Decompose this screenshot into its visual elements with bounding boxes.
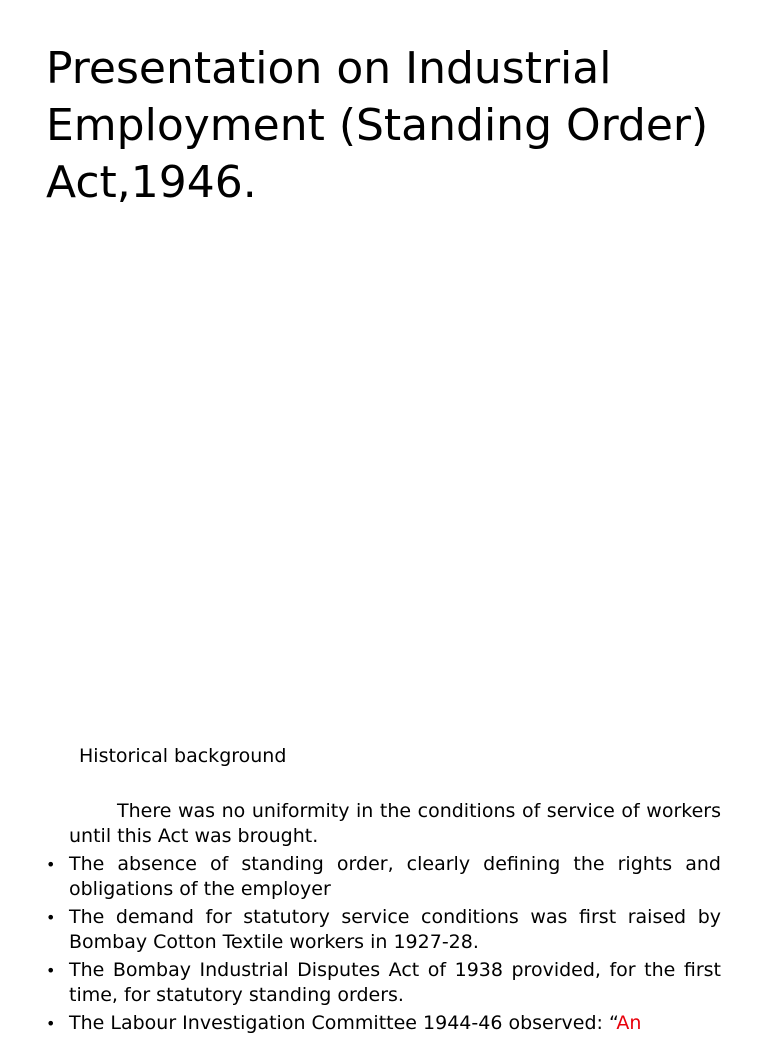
highlight-text: An [616,1012,642,1034]
bullet-item [46,852,721,902]
bullet-item [46,958,721,1008]
bullet-icon: • [46,961,56,980]
section-heading: Historical background [79,745,287,767]
bullet-icon: • [46,855,56,874]
bullet-text: The Labour Investigation Committee 1944-46 observed: “ [69,1012,617,1034]
bullet-text: The Bombay Industrial Disputes Act of 1938 provided, for the first time, for statutory standing orders. [69,959,721,1006]
slide-title: Presentation on Industrial Employment (Standing Order) Act,1946. [46,43,709,208]
bullet-icon: • [46,908,56,927]
body-content [46,799,721,1039]
bullet-list [46,852,721,1036]
bullet-text: The absence of standing order, clearly defining the rights and obligations of the employer [69,853,721,900]
bullet-item [46,905,721,955]
bullet-text: The demand for statutory service conditions was first raised by Bombay Cotton Textile workers in 1927-28. [69,906,721,953]
intro-paragraph: There was no uniformity in the conditions of service of workers until this Act was brought. [69,800,721,847]
bullet-icon: • [46,1014,56,1033]
